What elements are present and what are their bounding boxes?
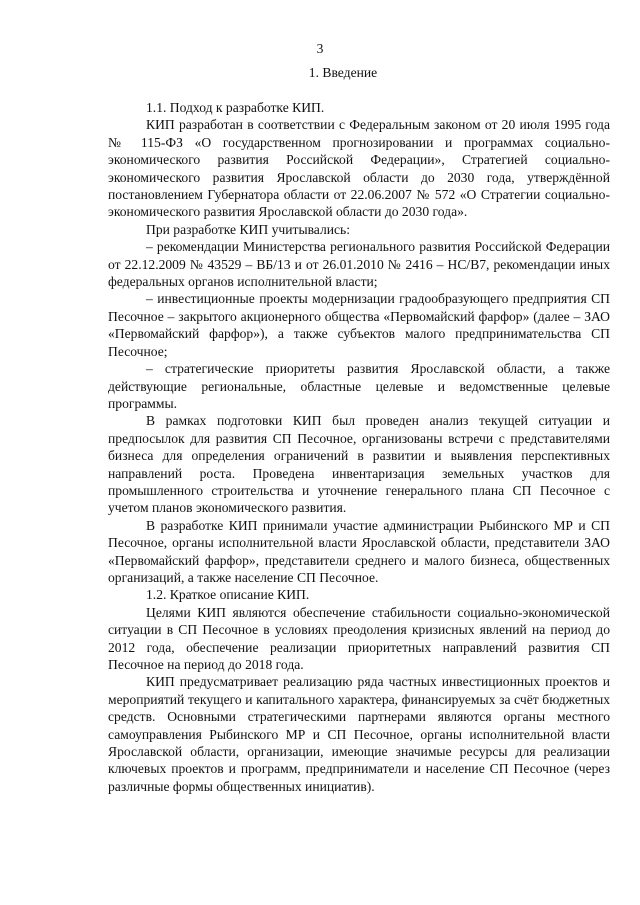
paragraph: При разработке КИП учитывались: xyxy=(146,221,351,237)
subsection-heading-approach: 1.1. Подход к разработке КИП. xyxy=(146,100,325,115)
subsection-heading-summary: 1.2. Краткое описание КИП. xyxy=(146,587,310,603)
paragraph: В разработке КИП принимали участие администрации Рыбинского МР и СП Песочное, органы исполнительной власти Ярославской области, представители ЗАО «Первомайский фарфор», представители среднего и малого бизнеса, общественных организаций, а также население СП Песочное. xyxy=(108,517,610,585)
page-number: 3 xyxy=(316,41,324,56)
body-text xyxy=(108,99,610,795)
list-item: – инвестиционные проекты модернизации градообразующего предприятия СП Песочное – закрытого акционерного общества «Первомайский фарфор» (далее – ЗАО «Первомайский фарфор»), а также субъектов малого предпринимательства СП Песочное; xyxy=(108,291,610,359)
list-item: – рекомендации Министерства регионального развития Российской Федерации от 22.12.2009 № 43529 – ВБ/13 и от 26.01.2010 № 2416 – НС/В7, рекомендации иных федеральных органов исполнительной власти; xyxy=(108,239,610,290)
paragraph: В рамках подготовки КИП был проведен анализ текущей ситуации и предпосылок для развития СП Песочное, организованы встречи с представителями бизнеса для определения ограничений в развитии и выявления перспективных направлений роста. Проведена инвентаризация земельных участков для промышленного строительства и уточнение генерального плана СП Песочное с учетом планов экономического развития. xyxy=(108,413,610,516)
paragraph: КИП предусматривает реализацию ряда частных инвестиционных проектов и мероприятий текущего и капитального характера, финансируемых за счёт бюджетных средств. Основными стратегическими партнерами являются органы местного самоуправления Рыбинского МР и СП Песочное, органы исполнительной власти Ярославской области, организации, имеющие значимые ресурсы для реализации ключевых проектов и программ, предприниматели и население СП Песочное (через различные формы общественных инициатив). xyxy=(108,674,610,794)
paragraph: Целями КИП являются обеспечение стабильности социально-экономической ситуации в СП Песочное в условиях преодоления кризисных явлений на период до 2012 года, обеспечение реализации приоритетных направлений развития СП Песочное на период до 2018 года. xyxy=(108,604,610,672)
section-title: 1. Введение xyxy=(308,65,378,80)
paragraph: КИП разработан в соответствии с Федеральным законом от 20 июля 1995 года № 115-ФЗ «О государственном прогнозировании и программах социально-экономического развития Российской Федерации», Стратегией социально-экономического развития Ярославской области до 2030 года, утверждённой постановлением Губернатора области от 22.06.2007 № 572 «О Стратегии социально-экономического развития Ярославской области до 2030 года». xyxy=(108,117,610,220)
list-item: – стратегические приоритеты развития Ярославской области, а также действующие региональные, областные целевые и ведомственные целевые программы. xyxy=(108,361,610,411)
